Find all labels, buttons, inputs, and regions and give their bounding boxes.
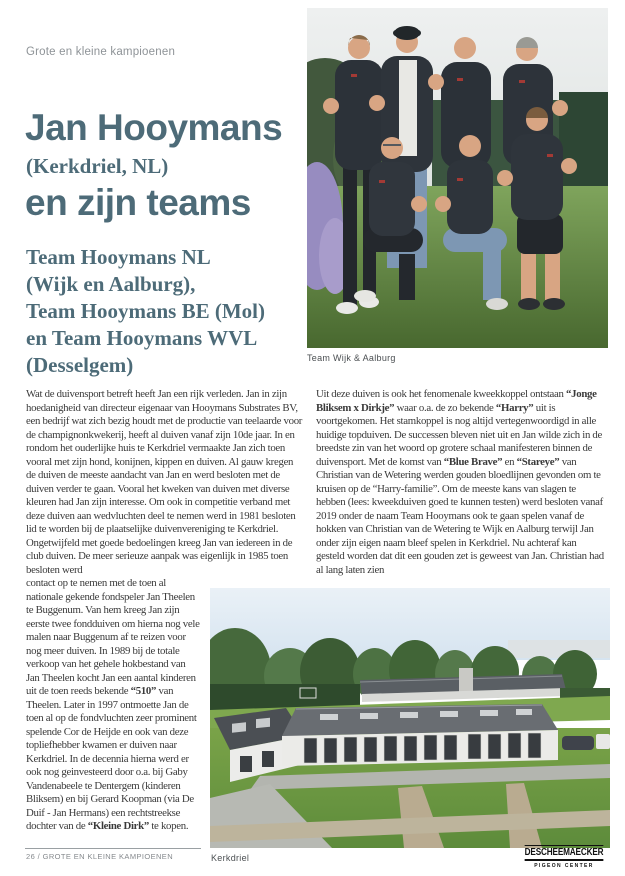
subtitle-line: Team Hooymans BE (Mol) — [26, 299, 265, 323]
loft-photo-illustration — [210, 588, 610, 848]
section-label: Grote en kleine kampioenen — [26, 46, 176, 58]
subtitle-line: en Team Hooymans WVL — [26, 326, 258, 350]
publisher-logo — [516, 845, 612, 869]
body-paragraph: Uit deze duiven is ook het fenomenale kweekkoppel ontstaan “Jonge Bliksem x Dirkje” waar o.a. de zo bekende “Harry” uit is voortgekomen. Het stamkoppel is nog altijd vertegenwoordigd in alle huidige topduiven. De successen bleven niet uit en Jan wilde zich in de breedste zin van het woord op grotere schaal manifesteren binnen de duivensport. Met de komst van “Blue Brave” en “Stareye” van Christian van de Wetering werden gouden bloedlijnen gevonden om te kruisen op de “Harry-familie”. Om de meeste kans van slagen te hebben (lees: kweekduiven goed te kunnen testen) werd besloten vanaf 2019 onder de naam Team Hooymans ook te gaan spelen vanaf de hokken van Christian van de Wetering te Wijk en Aalburg terwijl Jan onder zijn eigen naam bleef spelen in Kerkdriel. Nu achteraf kan gesteld worden dat dit een gouden zet is geweest van Jan. Christian had al lang laten zien — [316, 388, 604, 576]
team-photo-illustration — [307, 8, 608, 348]
subtitle-line: Team Hooymans NL — [26, 245, 211, 269]
loft-photo — [210, 588, 610, 848]
loft-photo-caption: Kerkdriel — [211, 853, 250, 863]
team-photo-caption: Team Wijk & Aalburg — [307, 353, 396, 363]
subtitle-line: (Desselgem) — [26, 353, 134, 377]
page-number-label: 26 / GROTE EN KLEINE KAMPIOENEN — [26, 852, 174, 861]
article-subtitle — [26, 244, 265, 379]
body-paragraph: contact op te nemen met de toen al nationale gekende fondspeler Jan Theelen te Buggenum. Van hem kreeg Jan zijn eerste twee fondduiven om hierna nog vele malen naar Buggenum af te reizen voor nog meer duiven. In 1989 bij de totale verkoop van het gehele hokbestand van Jan Theelen kocht Jan een aantal kinderen uit de toen reeds bekende “510” van Theelen. Later in 1997 ontmoette Jan de toen al op de fondvluchten zeer prominent spelende Cor de Heijde en ook van deze topliefhebber kwamen er duiven naar Kerkdriel. In de decennia hierna werd er ook nog geinvesteerd door o.a. bij Gaby Vandenabeele te Dentergem (kinderen Bliksem) en bij Gerard Koopman (via De Duif - Jan Hermans) een rechtstreekse dochter van de “Kleine Dirk” te kopen. — [26, 577, 200, 832]
publisher-logo-subtitle: PIGEON CENTER — [534, 863, 594, 869]
publisher-logo-name: DESCHEEMAECKER — [525, 845, 604, 861]
footer-divider — [25, 848, 201, 849]
article-title-line2: en zijn teams — [25, 182, 251, 223]
body-paragraph: Wat de duivensport betreft heeft Jan een rijk verleden. Jan in zijn hoedanigheid van directeur eigenaar van Hooymans Substrates BV, een bedrijf wat zich bezig houdt met de productie van teelaarde voor de champignonkwekerij, heeft al duiven vanaf zijn 10de jaar. In en rondom het ouderlijke huis te Kerkdriel vermaakte Jan zich toen vooral met zijn hond, konijnen, kippen en duiven. Al gauw kregen de duiven de meeste aandacht van Jan en werd besloten met de duiven verder te gaan. Vooral het kweken van duiven met diverse kleuren had Jan zijn interesse. Om ook in competitie verband met deze duiven aan wedvluchten deel te nemen werd in 1981 besloten lid te worden bij de plaatselijke duivenvereniging te Kerkdriel. Ongetwijfeld met goede bedoelingen kreeg Jan van iedereen in de club duiven. De meer serieuze aanpak was eigenlijk in 1985 toen besloten werd — [26, 388, 303, 576]
article-title-line1: Jan Hooymans — [25, 107, 283, 148]
article-title-location: (Kerkdriel, NL) — [26, 154, 169, 178]
article-column-right — [316, 388, 604, 577]
subtitle-line: (Wijk en Aalburg), — [26, 272, 196, 296]
team-photo — [307, 8, 608, 348]
